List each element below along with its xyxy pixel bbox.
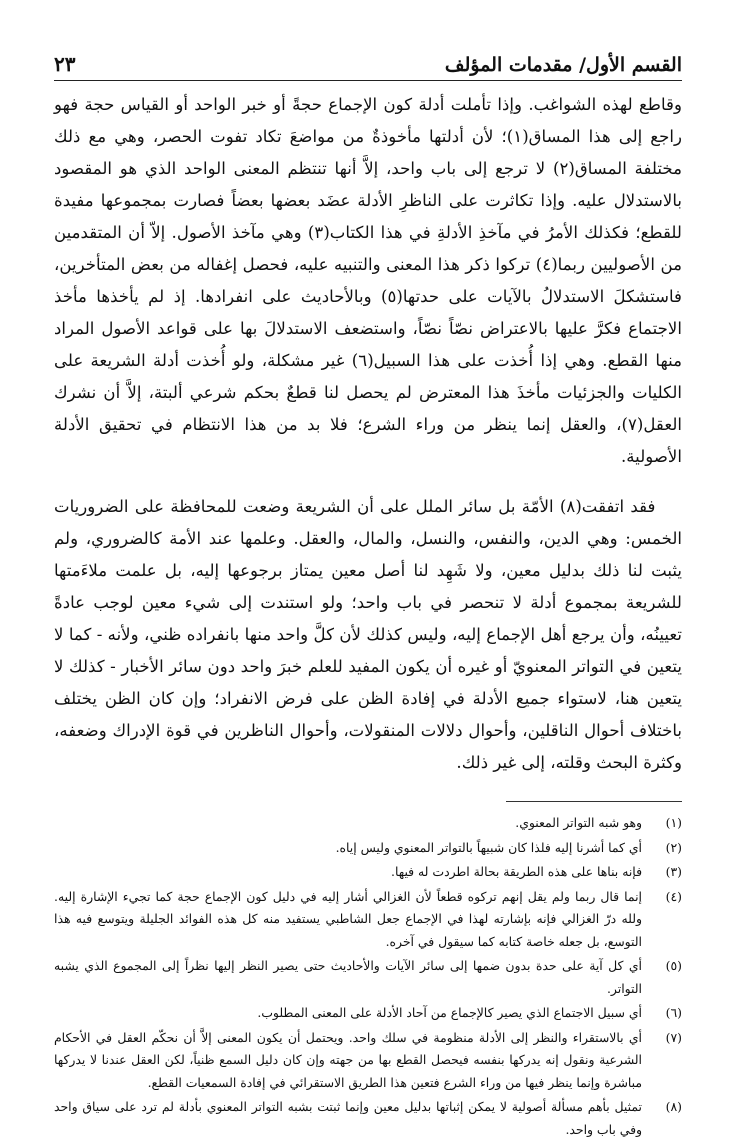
page-number: ٢٣ <box>54 52 76 76</box>
footnote-item <box>54 1096 682 1141</box>
footnote-number: (١) <box>665 815 682 830</box>
footnote-divider <box>506 801 682 802</box>
footnote-text: وهو شبه التواتر المعنوي. <box>515 815 642 830</box>
footnote-text: إنما قال ربما ولم يقل إنهم تركوه قطعاً لأن الغزالي أشار إليه في دليل كون الإجماع حجة كما تجيء الإشارة إليه. ولله درّ الغزالي فإنه بإشارته لهذا في الإجماع جعل الشاطبي يستفيد منه كل هذه الفوائد الجليلة ويتوسع فيه هذا التوسع، بل جعله خاصة كتابه كما سيقول في آخره. <box>54 888 642 949</box>
footnote-number: (٦) <box>665 1005 682 1020</box>
page-header <box>54 52 682 81</box>
footnote-number: (٢) <box>665 839 682 855</box>
footnote-item <box>54 1002 682 1025</box>
footnote-item <box>54 955 682 1000</box>
footnote-item <box>54 1027 682 1095</box>
footnote-number: (٥) <box>665 958 682 973</box>
footnote-number: (٧) <box>665 1029 682 1045</box>
footnote-number: (٤) <box>665 888 682 904</box>
body-paragraph-2: فقد اتفقت(٨) الأمّة بل سائر الملل على أن الشريعة وضعت للمحافظة على الضروريات الخمس: وهي الدين، والنفس، والنسل، والمال، والعقل. وعلمها عند الأمة كالضروري، ولم يثبت لنا ذلك بدليل معين، ولا شَهِد لنا أصل معين يمتاز برجوعها إليه، بل علمت ملاءَمتها للشريعة بمجموع أدلة لا تنحصر في باب واحد؛ ولو استندت إلى شيء معين لوجب عادةً تعيينُه، وأن يرجع أهل الإجماع إليه، وليس كذلك لأن كلَّ واحد منها بانفراده ظني، ولأنه - كما لا يتعين في التواتر المعنويّ أو غيره أن يكون المفيد للعلم خبرَ واحد دون سائر الأخبار - كذلك لا يتعين هنا، لاستواء جميع الأدلة في إفادة الظن على فرض الانفراد؛ وإن كان الظن يختلف باختلاف أحوال الناقلين، وأحوال دلالات المنقولات، وأحوال الناظرين في قوة الإدراك وضعفه، وكثرة البحث وقلته، إلى غير ذلك. <box>54 497 682 772</box>
footnote-text: أي كل آية على حدة بدون ضمها إلى سائر الآيات والأحاديث حتى يصير النظر إليها نظراً إلى المجموع الذي يشبه التواتر. <box>54 958 642 996</box>
footnote-item <box>54 837 682 860</box>
main-text <box>54 89 682 779</box>
footnote-text: أي كما أشرنا إليه فلذا كان شبيهاً بالتواتر المعنوي وليس إياه. <box>335 839 642 855</box>
footnote-text: تمثيل بأهم مسألة أصولية لا يمكن إثباتها بدليل معين وإنما ثبتت بشبه التواتر المعنوي بأدلة لم ترد على سياق واحد وفي باب واحد. <box>54 1099 642 1137</box>
footnote-text: أي بالاستقراء والنظر إلى الأدلة منظومة في سلك واحد. ويحتمل أن يكون المعنى إلاَّ أن نحكّم العقل في الأحكام الشرعية ونقول إنه يدركها بنفسه فيحصل القطع بها من جهته وإن كان دليل السمع ظنياً، لكن العقل عندنا لا يدركها مباشرة وإنما ينظر فيها من وراء الشرع فتعين هذا الطريق الاستقرائي في إفادة السمعيات القطع. <box>54 1029 642 1090</box>
footnote-item <box>54 861 682 884</box>
footnotes-list <box>54 812 682 1141</box>
running-head: القسم الأول/ مقدمات المؤلف <box>444 54 682 76</box>
footnote-text: فإنه بناها على هذه الطريقة بحالة اطردت له فيها. <box>391 864 642 879</box>
footnote-item <box>54 886 682 954</box>
footnote-text: أي سبيل الاجتماع الذي يصير كالإجماع من آحاد الأدلة على المعنى المطلوب. <box>257 1005 642 1020</box>
body-paragraph-1: وقاطع لهذه الشواغب. وإذا تأملت أدلة كون الإجماع حجةً أو خبر الواحد أو القياس حجة فهو راجع إلى هذا المساق(١)؛ لأن أدلتها مأخوذةٌ من مواضعَ تكاد تفوت الحصر، وهي مع ذلك مختلفة المساق(٢) لا ترجع إلى باب واحد، إلاَّ أنها تنتظم المعنى الواحد الذي هو المقصود بالاستدلال عليه. وإذا تكاثرت على الناظرِ الأدلة عضَد بعضها بعضاً فصارت بمجموعها مفيدة للقطع؛ فكذلك الأمرُ في مآخذِ الأدلةِ في هذا الكتاب(٣) وهي مآخذ الأصول. إلاّ أن المتقدمين من الأصوليين ربما(٤) تركوا ذكر هذا المعنى والتنبيه عليه، فحصل إغفاله من بعض المتأخرين، فاستشكلَ الاستدلالُ بالآيات على حدتها(٥) وبالأحاديث على انفرادها. إذ لم يأخذها مأخذ الاجتماع فكرَّ عليها بالاعتراض نصّاً نصّاً، واستضعف الاستدلالَ بها على قواعد الأصول المراد منها القطع. وهي إذا أُخذت على هذا السبيل(٦) غير مشكلة، ولو أُخذت أدلة الشريعة على الكليات والجزئيات مأخذَ هذا المعترض لم يحصل لنا قطعٌ بحكم شرعي ألبتة، إلاَّ أن نشرك العقل(٧)، والعقل إنما ينظر من وراء الشرع؛ فلا بد من هذا الانتظام في تحقيق الأدلة الأصولية. <box>54 95 683 466</box>
footnote-number: (٣) <box>665 864 682 879</box>
footnote-item <box>54 812 682 835</box>
footnote-number: (٨) <box>665 1099 682 1114</box>
